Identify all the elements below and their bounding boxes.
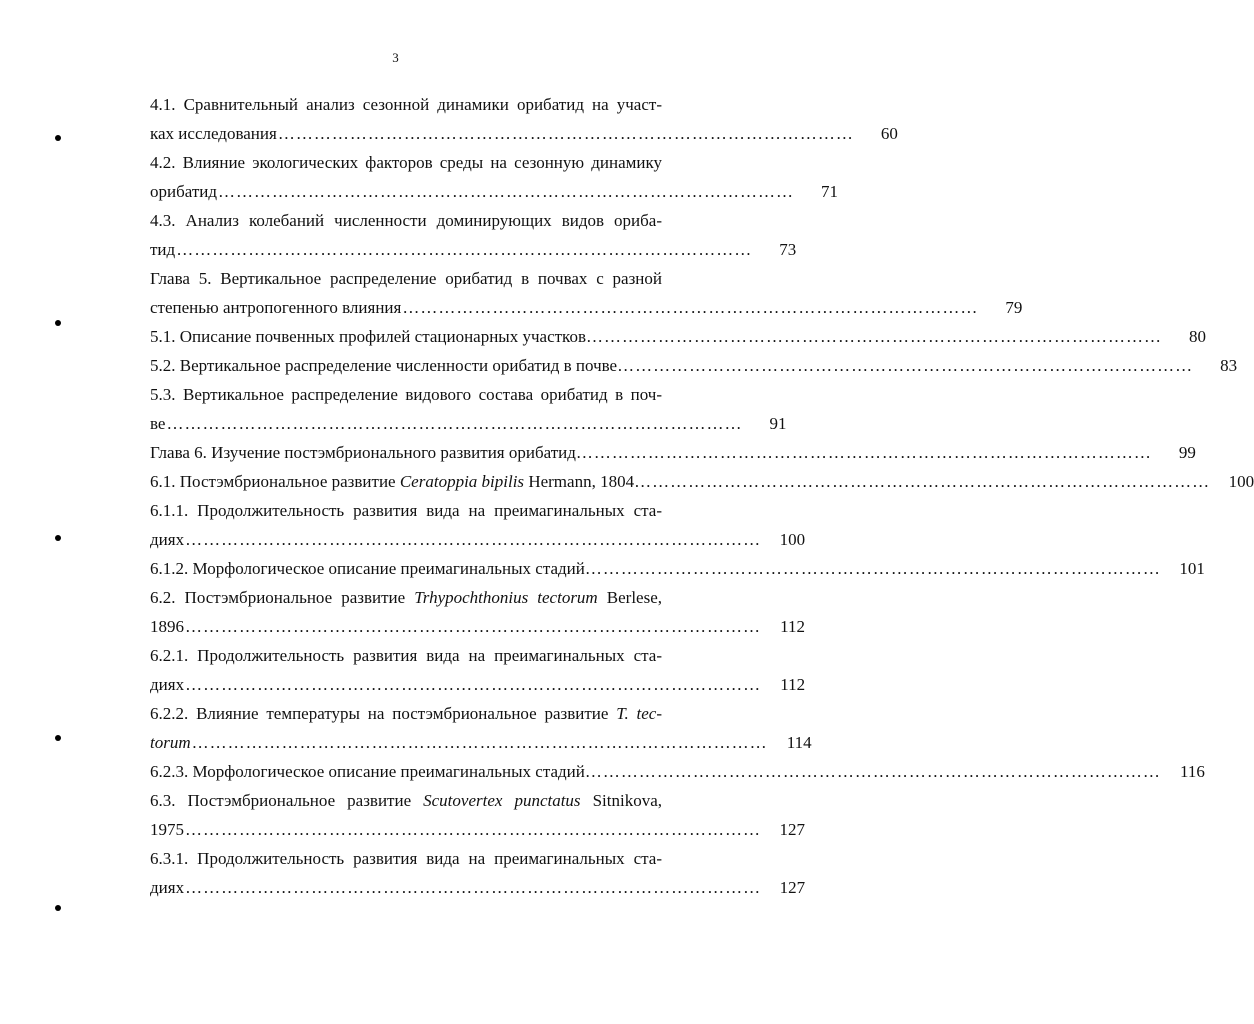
toc-leader: …………………………………………………………………………………… bbox=[617, 356, 1194, 375]
toc-entry-line: 1975 bbox=[150, 820, 184, 839]
toc-entry-line: степенью антропогенного влияния bbox=[150, 298, 402, 317]
toc-text: Hermann, 1804 bbox=[524, 472, 635, 491]
toc-entry bbox=[150, 438, 1196, 467]
toc-leader: …………………………………………………………………………………… bbox=[634, 472, 1211, 491]
toc-leader: …………………………………………………………………………………… bbox=[185, 878, 762, 897]
toc-leader: …………………………………………………………………………………… bbox=[185, 675, 762, 694]
toc-text: 6.1. Постэмбриональное развитие bbox=[150, 472, 400, 491]
toc-leader: …………………………………………………………………………………… bbox=[585, 327, 1162, 346]
toc-entry-line: 6.1.1. Продолжительность развития вида на преимагинальных ста- bbox=[150, 501, 662, 520]
toc-entry bbox=[150, 148, 839, 206]
toc-leader: …………………………………………………………………………………… bbox=[191, 733, 768, 752]
toc-entry bbox=[150, 496, 806, 554]
scan-mark bbox=[55, 905, 61, 911]
species-name: Trhypochthonius tectorum bbox=[414, 588, 598, 607]
scan-mark bbox=[55, 535, 61, 541]
toc-text: Berlese, bbox=[597, 588, 662, 607]
toc-entry bbox=[150, 90, 898, 148]
scan-mark bbox=[55, 320, 61, 326]
toc-leader: …………………………………………………………………………………… bbox=[176, 240, 753, 259]
toc-entry-line: 1896 bbox=[150, 617, 184, 636]
toc-page-number: 114 bbox=[786, 733, 812, 752]
toc-entry-line: 6.3.1. Продолжительность развития вида на преимагинальных ста- bbox=[150, 849, 662, 868]
toc-entry-line: 4.3. Анализ колебаний численности доминирующих видов ориба- bbox=[150, 211, 662, 230]
toc-leader: …………………………………………………………………………………… bbox=[402, 298, 979, 317]
toc-leader: …………………………………………………………………………………… bbox=[185, 617, 761, 636]
toc-entry-line: 5.3. Вертикальное распределение видового состава орибатид в поч- bbox=[150, 385, 662, 404]
toc-leader: …………………………………………………………………………………… bbox=[584, 762, 1161, 781]
toc-leader: …………………………………………………………………………………… bbox=[584, 559, 1161, 578]
toc-entry-line: диях bbox=[150, 530, 185, 549]
toc-leader: …………………………………………………………………………………… bbox=[166, 414, 743, 433]
toc-entry-line bbox=[150, 467, 634, 496]
toc-entry-line: ве bbox=[150, 414, 166, 433]
toc-entry-line bbox=[150, 786, 662, 815]
toc-text: Sitnikova, bbox=[580, 791, 662, 810]
toc-entry bbox=[150, 351, 1238, 380]
toc-entry bbox=[150, 786, 805, 844]
toc-page-number: 71 bbox=[821, 182, 839, 201]
toc-text: 6.2. Постэмбриональное развитие bbox=[150, 588, 415, 607]
toc-entry-line: орибатид bbox=[150, 182, 218, 201]
scan-mark bbox=[55, 735, 61, 741]
toc-entry bbox=[150, 757, 1205, 786]
toc-page-number: 80 bbox=[1188, 327, 1206, 346]
species-name: torum bbox=[150, 733, 191, 752]
toc-page-number: 116 bbox=[1179, 762, 1205, 781]
toc-page-number: 127 bbox=[779, 878, 806, 897]
toc-page-number: 101 bbox=[1179, 559, 1205, 578]
toc-entry bbox=[150, 699, 812, 757]
toc-entry-line: диях bbox=[150, 878, 185, 897]
toc-leader: …………………………………………………………………………………… bbox=[575, 443, 1152, 462]
toc-page-number: 73 bbox=[779, 240, 797, 259]
toc-entry bbox=[150, 844, 806, 902]
toc-leader: …………………………………………………………………………………… bbox=[185, 820, 761, 839]
toc-entry bbox=[150, 554, 1205, 583]
toc-page-number: 127 bbox=[779, 820, 805, 839]
toc-entry bbox=[150, 380, 787, 438]
toc-entry-line bbox=[150, 583, 662, 612]
toc-leader: …………………………………………………………………………………… bbox=[218, 182, 795, 201]
toc-page-number: 112 bbox=[780, 675, 806, 694]
toc-leader: …………………………………………………………………………………… bbox=[277, 124, 854, 143]
toc-page-number: 60 bbox=[880, 124, 898, 143]
toc-page-number: 91 bbox=[769, 414, 787, 433]
toc-leader: …………………………………………………………………………………… bbox=[185, 530, 762, 549]
toc-entry-line: 6.2.1. Продолжительность развития вида на преимагинальных ста- bbox=[150, 646, 662, 665]
toc-entry-line: Глава 6. Изучение постэмбрионального развития орибатид bbox=[150, 443, 576, 462]
toc-entry bbox=[150, 583, 805, 641]
toc-text: 6.2.2. Влияние температуры на постэмбриональное развитие bbox=[150, 704, 617, 723]
toc-entry bbox=[150, 641, 806, 699]
species-name: Scutovertex punctatus bbox=[423, 791, 581, 810]
toc-page-number: 100 bbox=[1228, 472, 1254, 491]
toc-entry-line: 6.2.3. Морфологическое описание преимагинальных стадий bbox=[150, 762, 585, 781]
toc-entry-line: 4.1. Сравнительный анализ сезонной динамики орибатид на участ- bbox=[150, 95, 662, 114]
toc-entry-line: 5.1. Описание почвенных профилей стационарных участков bbox=[150, 327, 586, 346]
toc-entry bbox=[150, 322, 1206, 351]
toc-entry-line: 4.2. Влияние экологических факторов среды на сезонную динамику bbox=[150, 153, 662, 172]
toc-entry bbox=[150, 206, 797, 264]
page-number: 3 bbox=[392, 50, 399, 65]
species-name: T. tec- bbox=[616, 704, 662, 723]
toc-page-number: 83 bbox=[1220, 356, 1238, 375]
toc-entry-line: диях bbox=[150, 675, 185, 694]
toc-page-number: 79 bbox=[1005, 298, 1023, 317]
toc-entry bbox=[150, 264, 1023, 322]
toc-entry-line: тид bbox=[150, 240, 176, 259]
species-name: Ceratoppia bipilis bbox=[399, 472, 525, 491]
toc-entry bbox=[150, 467, 1254, 496]
toc-entry-line: Глава 5. Вертикальное распределение орибатид в почвах с разной bbox=[150, 269, 662, 288]
toc-text: 6.3. Постэмбриональное развитие bbox=[150, 791, 424, 810]
toc-page-number: 112 bbox=[780, 617, 805, 636]
toc-entry-line: 5.2. Вертикальное распределение численности орибатид в почве bbox=[150, 356, 618, 375]
toc-entry-line: ках исследования bbox=[150, 124, 277, 143]
toc-entry-line: 6.1.2. Морфологическое описание преимагинальных стадий bbox=[150, 559, 585, 578]
scan-mark bbox=[55, 135, 61, 141]
toc-entry-line bbox=[150, 699, 662, 728]
toc-page-number: 100 bbox=[779, 530, 806, 549]
toc-page-number: 99 bbox=[1178, 443, 1196, 462]
toc-entry-line bbox=[150, 728, 191, 757]
